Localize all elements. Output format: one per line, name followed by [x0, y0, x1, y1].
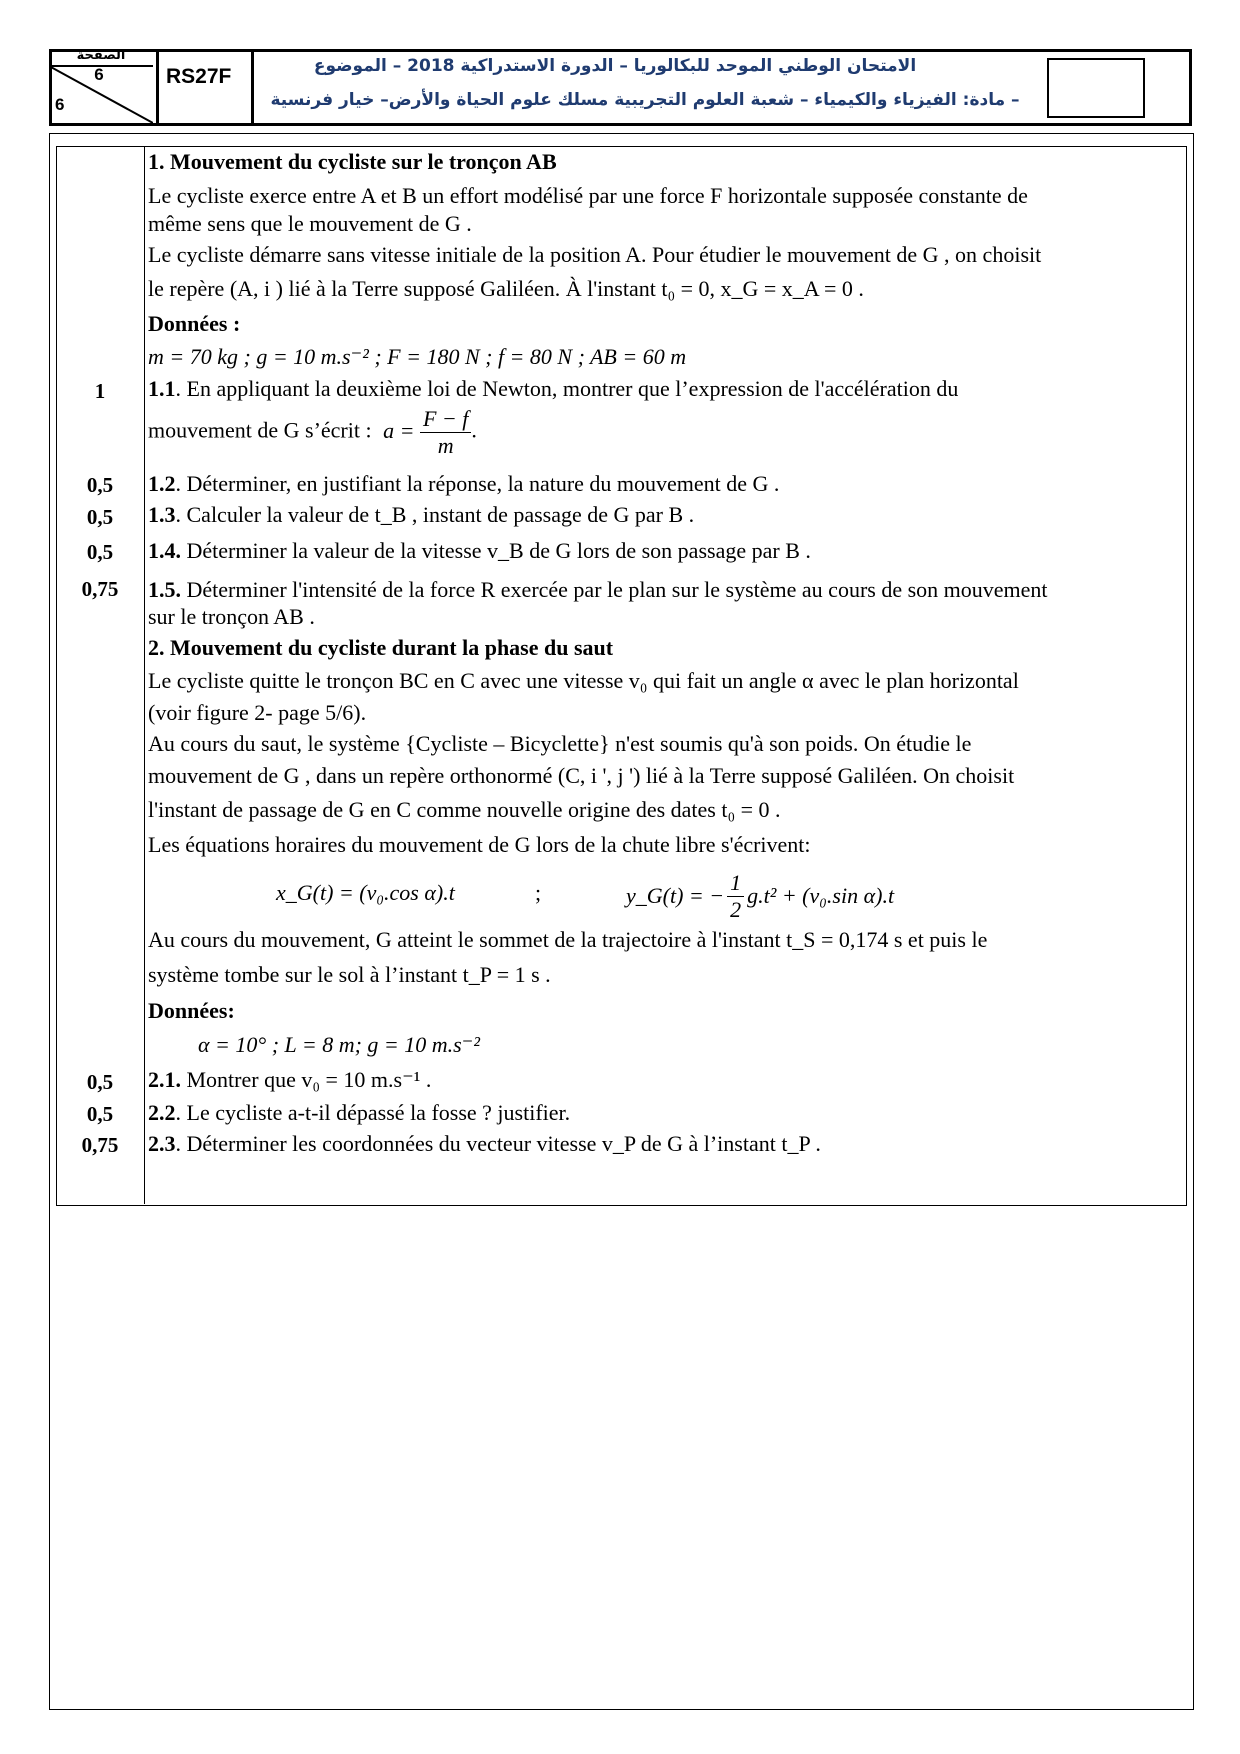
- question-1-4: [148, 538, 811, 564]
- formula-numerator: F − f: [420, 406, 471, 433]
- question-2-3: [148, 1131, 821, 1157]
- question-1-1-lead: mouvement de G s’écrit :: [148, 417, 372, 443]
- question-2-3-number: 2.3: [148, 1131, 176, 1156]
- equation-x: x_G(t) = (v₀.cos α).t: [276, 880, 455, 905]
- points-2-3: 0,75: [81, 1133, 119, 1157]
- part2-para2-line1: Au cours du saut, le système {Cycliste – Bicyclette} n'est soumis qu'à son poids. On étudie le: [148, 731, 972, 756]
- question-1-4-text: Déterminer la valeur de la vitesse v_B de G lors de son passage par B .: [181, 538, 811, 563]
- part1-para2-line2: le repère (A, i ) lié à la Terre supposé Galiléen. À l'instant t₀ = 0, x_G = x_A = 0 .: [148, 276, 864, 301]
- question-1-3-number: 1.3: [148, 502, 176, 527]
- question-1-5-number: 1.5.: [148, 577, 181, 602]
- question-2-2: [148, 1100, 570, 1126]
- exam-code: RS27F: [166, 65, 232, 88]
- question-1-3-text: . Calculer la valeur de t_B , instant de passage de G par B .: [175, 502, 695, 527]
- part1-title: 1. Mouvement du cycliste sur le tronçon AB: [148, 149, 557, 174]
- question-1-1-text: . En appliquant la deuxième loi de Newton, montrer que l’expression de l'accélération du: [175, 376, 959, 401]
- formula-lhs: a =: [383, 417, 415, 443]
- equation-y-lhs: y_G(t) = −: [626, 883, 725, 908]
- page-total: 6: [55, 95, 65, 114]
- question-1-3: [148, 502, 694, 528]
- part2-para2-line2: mouvement de G , dans un repère orthonormé (C, i ', j ') lié à la Terre supposé Galiléen. On choisit: [148, 763, 1015, 788]
- formula-fraction: [420, 406, 471, 459]
- formula-denominator: m: [437, 433, 454, 458]
- part2-para1-line1: Le cycliste quitte le tronçon BC en C avec une vitesse v₀ qui fait un angle α avec le plan horizontal: [148, 668, 1019, 693]
- part1-para1-line1: Le cycliste exerce entre A et B un effort modélisé par une force F horizontale supposée constante de: [148, 183, 1028, 208]
- page-number-box: [49, 49, 159, 126]
- question-1-2-text: . Déterminer, en justifiant la réponse, la nature du mouvement de G .: [175, 471, 780, 496]
- question-1-1-line2: mouvement de G s’écrit : a = $\frac{F - f}{m}$ .: [148, 406, 477, 458]
- points-1-5: 0,75: [81, 577, 119, 601]
- question-2-2-text: . Le cycliste a-t-il dépassé la fosse ? justifier.: [175, 1100, 571, 1125]
- question-1-2: [148, 471, 779, 497]
- page-label: الصفحة: [76, 48, 126, 63]
- equation-y-numerator: 1: [727, 870, 744, 897]
- question-2-1: [148, 1067, 431, 1093]
- question-1-5-line1: [148, 577, 1048, 603]
- question-1-5-text: Déterminer l'intensité de la force R exercée par le plan sur le système au cours de son mouvement: [181, 577, 1048, 602]
- part2-para1-line2: (voir figure 2- page 5/6).: [148, 700, 367, 725]
- part2-data-values: α = 10° ; L = 8 m; g = 10 m.s⁻²: [198, 1032, 480, 1057]
- equation-y-denominator: 2: [730, 896, 742, 922]
- part1-para2-line1: Le cycliste démarre sans vitesse initiale de la position A. Pour étudier le mouvement de G , on choisit: [148, 242, 1042, 267]
- question-1-1-number: 1.1: [148, 376, 176, 401]
- part2-para4-line2: système tombe sur le sol à l’instant t_P = 1 s .: [148, 962, 551, 987]
- points-1-4: 0,5: [86, 540, 114, 564]
- question-2-3-text: . Déterminer les coordonnées du vecteur vitesse v_P de G à l’instant t_P .: [175, 1131, 821, 1156]
- part2-para4-line1: Au cours du mouvement, G atteint le sommet de la trajectoire à l'instant t_S = 0,174 s et puis le: [148, 927, 988, 952]
- question-2-1-number: 2.1.: [148, 1067, 181, 1092]
- equation-y-fraction: [727, 870, 744, 923]
- question-1-2-number: 1.2: [148, 471, 176, 496]
- question-1-1-line1: [148, 376, 958, 402]
- question-2-1-text: Montrer que v₀ = 10 m.s⁻¹ .: [181, 1067, 432, 1092]
- points-1-1: 1: [94, 379, 106, 403]
- question-1-5-line2: sur le tronçon AB .: [148, 604, 315, 629]
- page-number: 6: [94, 65, 104, 84]
- part1-para1-line2: même sens que le mouvement de G .: [148, 211, 472, 236]
- points-1-2: 0,5: [86, 473, 114, 497]
- part2-para2-line3: l'instant de passage de G en C comme nouvelle origine des dates t₀ = 0 .: [148, 797, 781, 822]
- points-column-divider: [144, 146, 145, 1204]
- question-2-2-number: 2.2: [148, 1100, 176, 1125]
- part2-para3: Les équations horaires du mouvement de G lors de la chute libre s'écrivent:: [148, 832, 811, 857]
- grade-box: [1047, 58, 1145, 118]
- points-1-3: 0,5: [86, 505, 114, 529]
- equation-y: [626, 866, 894, 926]
- equation-separator: ;: [535, 880, 542, 905]
- part2-title: 2. Mouvement du cycliste durant la phase du saut: [148, 635, 614, 660]
- points-2-2: 0,5: [86, 1102, 114, 1126]
- part1-data-values: m = 70 kg ; g = 10 m.s⁻² ; F = 180 N ; f = 80 N ; AB = 60 m: [148, 344, 687, 369]
- part2-data-label: Données:: [148, 998, 235, 1023]
- part1-data-label: Données :: [148, 311, 241, 336]
- header-title-line2: – مادة: الفيزياء والكيمياء – شعبة العلوم التجريبية مسلك علوم الحياة والأرض– خيار فرنسية: [270, 90, 1020, 110]
- question-1-4-number: 1.4.: [148, 538, 181, 563]
- points-2-1: 0,5: [86, 1070, 114, 1094]
- exam-code-box: [156, 49, 254, 126]
- header-title-line1: الامتحان الوطني الموحد للبكالوريا – الدورة الاستدراكية 2018 – الموضوع: [313, 56, 917, 76]
- equation-y-rhs: g.t² + (v₀.sin α).t: [747, 883, 895, 908]
